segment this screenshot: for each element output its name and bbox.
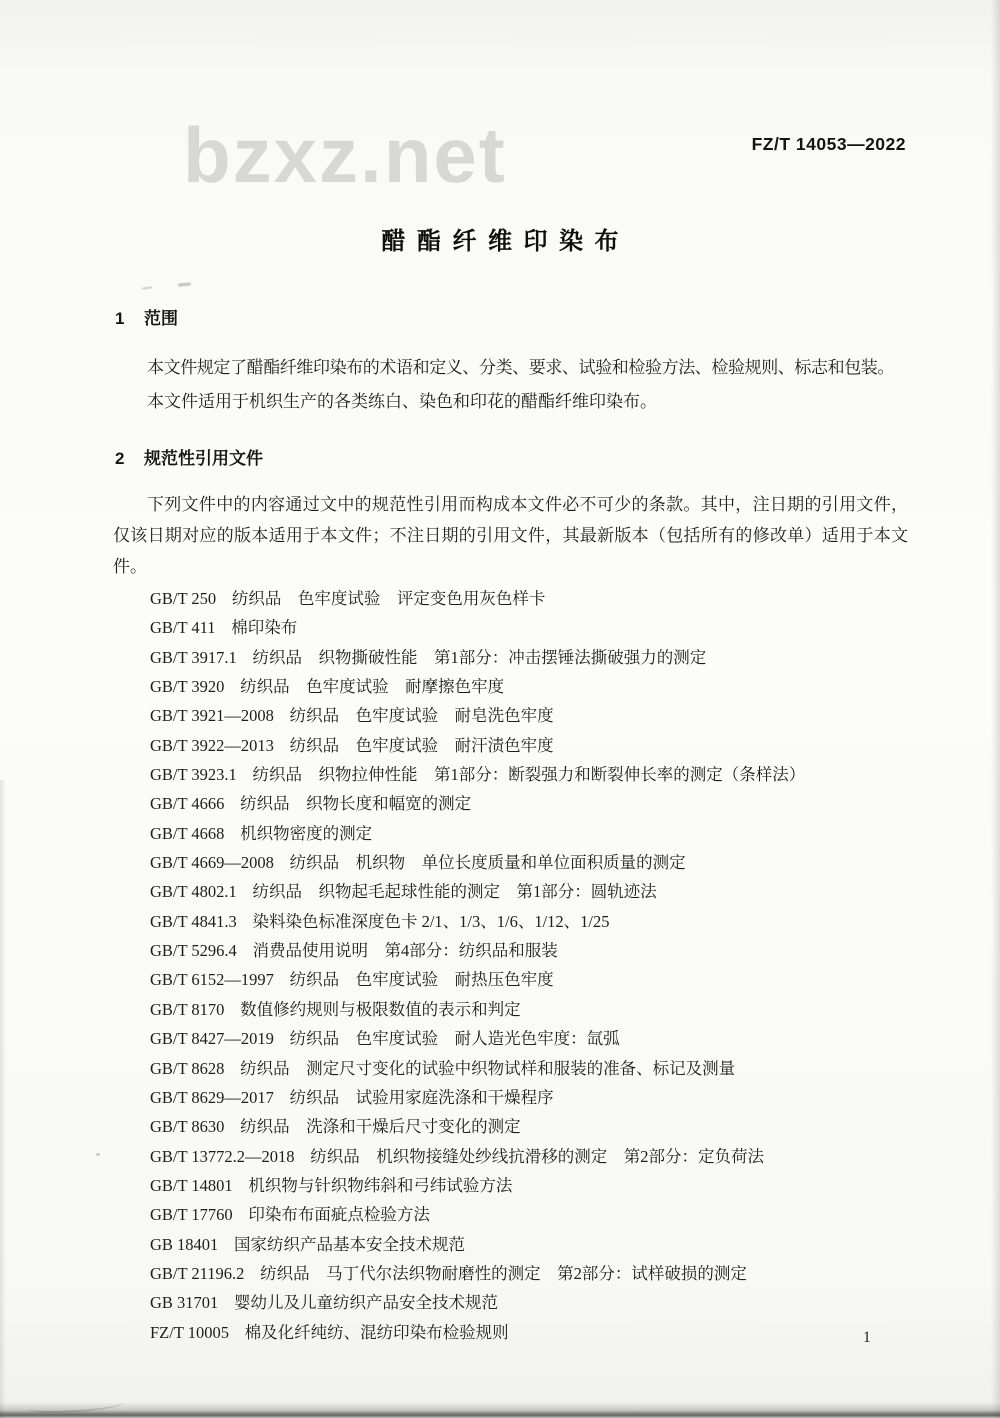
reference-item bbox=[150, 1083, 962, 1112]
reference-code: GB/T 3923.1 bbox=[150, 765, 237, 785]
reference-code: GB/T 8170 bbox=[150, 999, 225, 1019]
reference-item bbox=[150, 613, 962, 642]
reference-title: 机织物与针织物纬斜和弓纬试验方法 bbox=[248, 1175, 513, 1195]
reference-item bbox=[150, 789, 962, 818]
reference-item bbox=[150, 1318, 962, 1347]
reference-title: 纺织品 织物撕破性能 第1部分：冲击摆锤法撕破强力的测定 bbox=[252, 647, 707, 667]
reference-code: GB/T 3920 bbox=[150, 677, 225, 697]
reference-title: 消费品使用说明 第4部分：纺织品和服装 bbox=[252, 941, 558, 961]
reference-item bbox=[150, 1054, 962, 1083]
section-2-paragraph-1: 下列文件中的内容通过文中的规范性引用而构成本文件必不可少的条款。其中，注日期的引用文件，仅该日期对应的版本适用于本文件；不注日期的引用文件，其最新版本（包括所有的修改单）适用于本文件。 bbox=[113, 495, 908, 576]
reference-item bbox=[150, 1171, 962, 1200]
reference-item bbox=[150, 731, 962, 760]
reference-title: 纺织品 色牢度试验 评定变色用灰色样卡 bbox=[231, 589, 546, 608]
reference-title: 纺织品 马丁代尔法织物耐磨性的测定 第2部分：试样破损的测定 bbox=[260, 1263, 747, 1283]
reference-title: 机织物密度的测定 bbox=[240, 823, 373, 843]
reference-title: 纺织品 试验用家庭洗涤和干燥程序 bbox=[289, 1087, 554, 1107]
section-1-number: 1 bbox=[115, 309, 125, 328]
reference-item bbox=[150, 643, 962, 672]
reference-code: FZ/T 10005 bbox=[150, 1322, 229, 1342]
reference-item bbox=[150, 584, 962, 613]
reference-title: 纺织品 色牢度试验 耐皂洗色牢度 bbox=[289, 706, 554, 726]
reference-title: 纺织品 洗涤和干燥后尺寸变化的测定 bbox=[240, 1117, 521, 1137]
reference-title: 婴幼儿及儿童纺织产品安全技术规范 bbox=[233, 1293, 498, 1313]
section-2-title: 规范性引用文件 bbox=[144, 449, 264, 468]
reference-item bbox=[150, 672, 962, 701]
reference-item bbox=[150, 1230, 962, 1259]
reference-code: GB/T 4669—2008 bbox=[150, 853, 274, 873]
page-number: 1 bbox=[863, 1329, 871, 1346]
reference-code: GB/T 5296.4 bbox=[150, 941, 237, 961]
reference-code: GB/T 8629—2017 bbox=[150, 1087, 274, 1107]
document-title: 醋酯纤维印染布 bbox=[381, 228, 631, 255]
scan-edge-right bbox=[991, 0, 1000, 1418]
scan-edge-left bbox=[0, 780, 6, 1418]
reference-item bbox=[150, 1200, 962, 1229]
reference-title: 纺织品 色牢度试验 耐汗渍色牢度 bbox=[289, 735, 554, 755]
standard-number: FZ/T 14053—2022 bbox=[751, 134, 906, 154]
section-2-heading bbox=[115, 444, 263, 469]
reference-code: GB/T 3922—2013 bbox=[150, 735, 274, 755]
reference-code: GB/T 4841.3 bbox=[150, 911, 237, 931]
reference-code: GB/T 3921—2008 bbox=[150, 706, 274, 726]
section-1-paragraph-2: 本文件适用于机织生产的各类练白、染色和印花的醋酯纤维印染布。 bbox=[147, 392, 657, 411]
watermark-text: bzxz.net bbox=[183, 111, 507, 199]
reference-item bbox=[150, 965, 962, 994]
section-2-number: 2 bbox=[115, 449, 125, 468]
reference-title: 纺织品 织物起毛起球性能的测定 第1部分：圆轨迹法 bbox=[252, 882, 657, 902]
reference-item bbox=[150, 1112, 962, 1141]
reference-code: GB/T 411 bbox=[150, 618, 216, 638]
reference-item bbox=[150, 848, 962, 877]
reference-title: 纺织品 机织物接缝处纱线抗滑移的测定 第2部分：定负荷法 bbox=[310, 1146, 764, 1166]
reference-title: 纺织品 测定尺寸变化的试验中织物试样和服装的准备、标记及测量 bbox=[240, 1058, 736, 1078]
reference-item bbox=[150, 877, 962, 906]
reference-code: GB/T 21196.2 bbox=[150, 1263, 245, 1283]
reference-code: GB/T 8427—2019 bbox=[150, 1029, 274, 1049]
reference-item bbox=[150, 1288, 962, 1317]
reference-item bbox=[150, 819, 962, 848]
section-1-heading bbox=[115, 304, 178, 329]
reference-item bbox=[150, 1142, 962, 1171]
scan-smudge-artifact bbox=[142, 283, 192, 293]
reference-title: 纺织品 色牢度试验 耐人造光色牢度：氙弧 bbox=[289, 1029, 620, 1049]
reference-title: 纺织品 色牢度试验 耐摩擦色牢度 bbox=[240, 677, 505, 697]
reference-item bbox=[150, 1259, 962, 1288]
reference-item bbox=[150, 995, 962, 1024]
reference-item bbox=[150, 936, 962, 965]
reference-item bbox=[150, 907, 962, 936]
reference-title: 纺织品 织物长度和幅宽的测定 bbox=[240, 794, 472, 814]
reference-code: GB 18401 bbox=[150, 1234, 219, 1254]
reference-title: 染料染色标准深度色卡 2/1、1/3、1/6、1/12、1/25 bbox=[252, 911, 610, 931]
reference-title: 数值修约规则与极限数值的表示和判定 bbox=[240, 999, 521, 1019]
reference-code: GB/T 14801 bbox=[150, 1175, 233, 1195]
reference-title: 国家纺织产品基本安全技术规范 bbox=[233, 1234, 465, 1254]
reference-item bbox=[150, 760, 962, 789]
reference-title: 印染布布面疵点检验方法 bbox=[248, 1205, 430, 1225]
reference-title: 纺织品 色牢度试验 耐热压色牢度 bbox=[289, 970, 554, 990]
reference-code: GB/T 8628 bbox=[150, 1058, 225, 1078]
reference-code: GB/T 4802.1 bbox=[150, 882, 237, 902]
scan-edge-bottom bbox=[0, 1402, 1000, 1418]
reference-code: GB/T 6152—1997 bbox=[150, 970, 274, 990]
reference-code: GB/T 250 bbox=[150, 589, 217, 608]
reference-title: 纺织品 机织物 单位长度质量和单位面积质量的测定 bbox=[289, 853, 686, 873]
reference-item bbox=[150, 701, 962, 730]
section-1-title: 范围 bbox=[144, 309, 179, 328]
section-1-paragraph-1: 本文件规定了醋酯纤维印染布的术语和定义、分类、要求、试验和检验方法、检验规则、标志和包装。 bbox=[147, 358, 894, 377]
reference-code: GB/T 13772.2—2018 bbox=[150, 1146, 295, 1166]
reference-title: 棉及化纤纯纺、混纺印染布检验规则 bbox=[244, 1322, 509, 1342]
reference-title: 棉印染布 bbox=[231, 618, 298, 638]
reference-title: 纺织品 织物拉伸性能 第1部分：断裂强力和断裂伸长率的测定（条样法） bbox=[252, 765, 806, 785]
reference-code: GB/T 17760 bbox=[150, 1205, 233, 1225]
reference-code: GB/T 8630 bbox=[150, 1117, 225, 1137]
reference-item bbox=[150, 1024, 962, 1053]
reference-code: GB/T 3917.1 bbox=[150, 647, 237, 667]
reference-code: GB 31701 bbox=[150, 1293, 219, 1313]
reference-code: GB/T 4668 bbox=[150, 823, 225, 843]
reference-code: GB/T 4666 bbox=[150, 794, 225, 814]
scan-speck-artifact bbox=[96, 1153, 100, 1156]
normative-references-list bbox=[113, 584, 962, 1347]
